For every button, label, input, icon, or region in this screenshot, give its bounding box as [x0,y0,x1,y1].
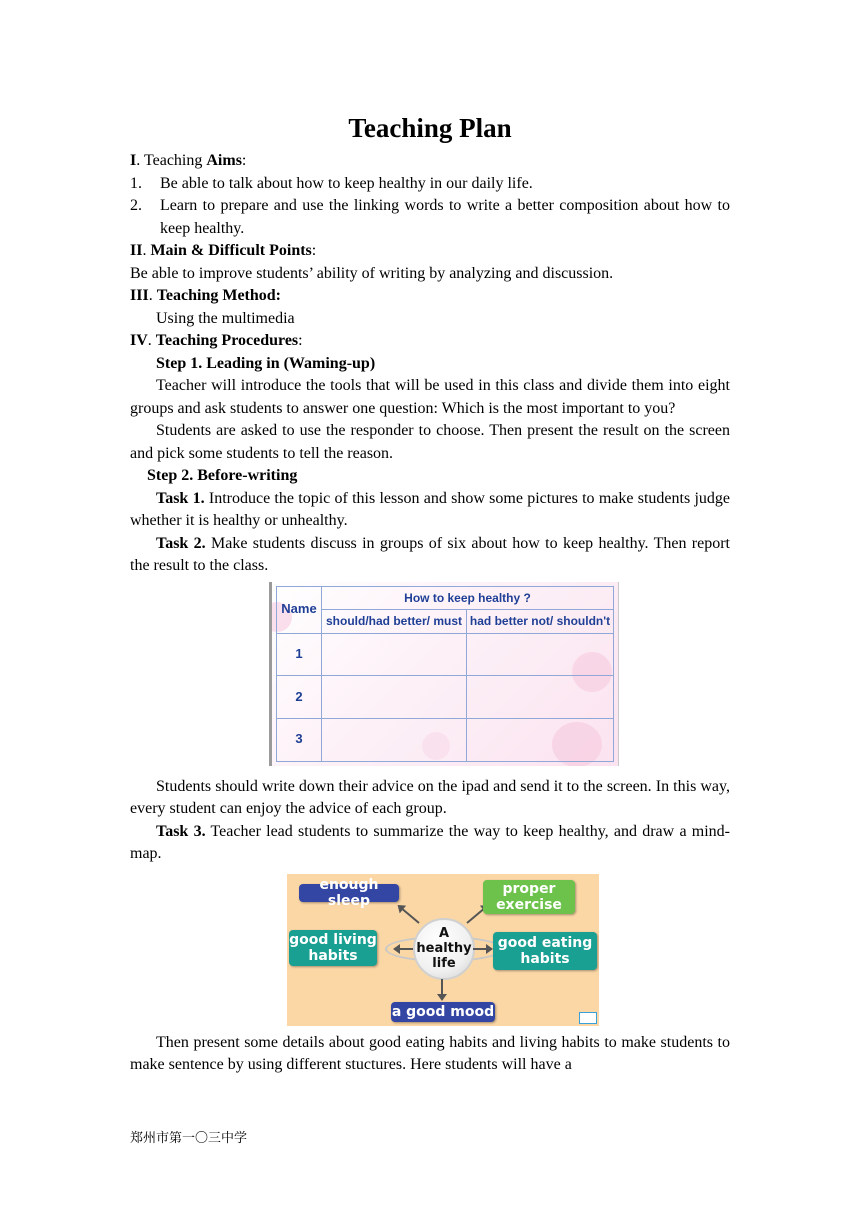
arrow-icon [398,905,419,923]
center-text: A [438,926,450,941]
list-text: Learn to prepare and use the linking words to write a better composition about how to keep healthy. [160,197,730,237]
paragraph: Then present some details about good eating habits and living habits to make students to make sentence by using different stuctures. Here students will have a [130,1033,730,1073]
node-text: proper [502,880,556,897]
step-heading [130,353,730,376]
mind-map-figure [287,874,599,1026]
paragraph: Students are asked to use the responder to choose. Then present the result on the screen and pick some students to tell the reason. [130,422,730,462]
step-heading-text: Step 2. Before-writing [147,467,298,484]
section-label-bold: Main & Difficult Points [150,242,312,259]
center-text: life [432,956,456,971]
table-cell: 2 [277,676,322,719]
table-cell [467,633,614,676]
section-points-heading: II. Main & Difficult Points: [130,242,317,259]
section-label-bold: Aims [206,152,242,169]
task-text: Make students discuss in groups of six about how to keep healthy. Then report the result to the class. [130,534,731,574]
document-body [130,150,730,1077]
section-procedures-heading: IV. Teaching Procedures: [130,332,303,349]
section-label: Teaching [143,152,207,169]
paragraph [130,488,730,533]
section-roman: I [130,152,137,169]
advice-table [276,586,614,762]
logo-icon [579,1012,597,1024]
table-subheader: had better not/ shouldn't [467,610,614,634]
paragraph [130,533,730,578]
section-roman: III [130,287,149,304]
list-number: 1. [130,174,142,192]
table-cell [322,676,467,719]
table-header-name: Name [277,586,322,633]
table-cell: 1 [277,633,322,676]
node-text: good eating [497,934,593,951]
node-good-mood: a good mood [391,1003,495,1020]
node-proper-exercise [483,880,575,914]
step-heading-text: Step 1. Leading in (Waming-up) [156,354,376,372]
mind-map-center [413,918,475,980]
table-subheader: should/had better/ must [322,610,467,634]
table-row [277,718,614,761]
paragraph: Using the multimedia [156,309,295,327]
node-good-eating-habits [493,932,597,970]
paragraph: Be able to improve students’ ability of writing by analyzing and discussion. [130,264,614,282]
task-text: Introduce the topic of this lesson and show some pictures to make students judge whether it is healthy or unhealthy. [130,489,730,529]
table-cell [322,633,467,676]
table-cell [322,718,467,761]
table-header-title: How to keep healthy ? [322,586,614,610]
list-text: Be able to talk about how to keep healthy in our daily life. [160,174,533,192]
node-enough-sleep: enough sleep [299,884,399,902]
paragraph: Students should write down their advice on the ipad and send it to the screen. In this way, every student can enjoy the advice of each group. [130,777,730,817]
section-label-bold: Teaching Procedures [155,332,299,349]
section-label-bold: Teaching Method: [156,287,281,304]
center-text: healthy [416,941,472,956]
node-good-living-habits [289,930,377,966]
arrow-icon [441,979,443,999]
node-text: exercise [496,896,562,913]
table-row [277,633,614,676]
section-roman: II [130,242,143,259]
table-row [277,676,614,719]
node-text: habits [520,950,570,967]
node-text: good living [289,931,377,948]
task-label: Task 3. [156,822,206,840]
list-number: 2. [130,197,142,214]
section-roman: IV [130,332,148,349]
arrow-icon [395,948,413,950]
advice-table-figure [269,582,619,766]
task-label: Task 1. [156,489,205,507]
node-text: habits [308,947,358,964]
list-item [130,173,730,196]
task-label: Task 2. [156,534,206,552]
step-heading [130,465,730,488]
paragraph: Teacher will introduce the tools that will be used in this class and divide them into eight groups and ask students to answer one question: Which is the most important to you? [130,377,730,417]
table-cell [467,676,614,719]
page-footer: 郑州市第一〇三中学 [130,1131,248,1146]
table-cell [467,718,614,761]
table-cell: 3 [277,718,322,761]
list-item [130,195,730,240]
task-text: Teacher lead students to summarize the way to keep healthy, and draw a mind-map. [130,822,730,862]
arrow-icon [473,948,491,950]
section-aims-heading: I. Teaching Aims: [130,152,247,169]
section-method-heading: III. Teaching Method: [130,287,281,304]
paragraph [130,821,730,866]
page-title: Teaching Plan [348,113,512,143]
